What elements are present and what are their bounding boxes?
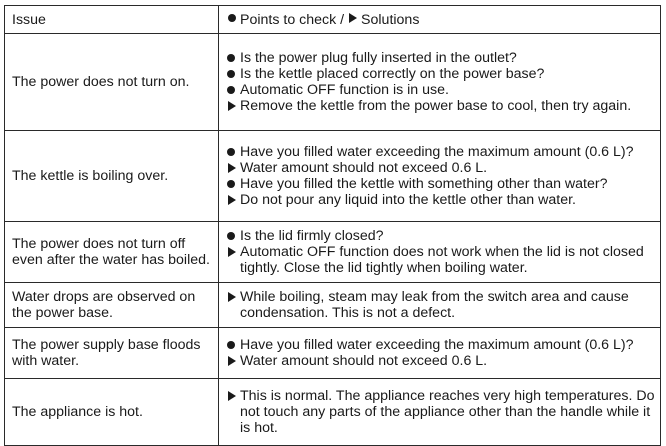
solution-text: Do not pour any liquid into the kettle other than water. [240, 192, 576, 208]
issue-column-header: Issue [5, 6, 219, 34]
table-row [5, 131, 661, 222]
arrow-icon [226, 160, 240, 176]
bullet-icon [226, 50, 240, 66]
bullet-icon [226, 82, 240, 98]
issue-cell: The power supply base floods with water. [5, 328, 219, 379]
arrow-icon [226, 192, 240, 208]
bullet-icon [226, 337, 240, 353]
solution-line [226, 289, 656, 321]
points-header-prefix: Points to check / [240, 12, 349, 28]
solution-line [226, 388, 656, 436]
solution-line [226, 337, 656, 353]
solution-text: While boiling, steam may leak from the switch area and cause condensation. This is not a defect. [240, 289, 629, 321]
solution-line [226, 244, 656, 276]
bullet-icon [226, 228, 240, 244]
solution-line [226, 144, 656, 160]
solution-line [226, 176, 656, 192]
bullet-icon [227, 11, 240, 25]
table-row [5, 283, 661, 328]
header-row [5, 6, 661, 34]
arrow-icon [226, 353, 240, 369]
solution-cell [219, 328, 661, 379]
arrow-icon [226, 388, 240, 404]
solution-line [226, 50, 656, 66]
arrow-icon [226, 98, 240, 114]
arrow-icon [226, 244, 240, 260]
issue-cell: Water drops are observed on the power base. [5, 283, 219, 328]
issue-cell: The kettle is boiling over. [5, 131, 219, 222]
points-column-header [219, 6, 661, 34]
arrow-icon [226, 289, 240, 305]
solution-text: Automatic OFF function does not work when the lid is not closed tightly. Close the lid tightly when boiling water. [240, 244, 644, 276]
issue-cell: The power does not turn on. [5, 34, 219, 131]
solution-text: Water amount should not exceed 0.6 L. [240, 160, 488, 176]
table-row [5, 222, 661, 283]
solution-text: Water amount should not exceed 0.6 L. [240, 353, 488, 369]
solution-text: This is normal. The appliance reaches very high temperatures. Do not touch any parts of the appliance other than the handle while it is hot. [240, 388, 655, 436]
solution-text: Remove the kettle from the power base to cool, then try again. [240, 98, 632, 114]
solution-line [226, 160, 656, 176]
solution-text: Is the kettle placed correctly on the power base? [240, 66, 545, 82]
solution-line [226, 353, 656, 369]
solution-text: Is the lid firmly closed? [240, 228, 384, 244]
points-header-suffix: Solutions [361, 12, 420, 28]
solution-cell [219, 34, 661, 131]
bullet-icon [226, 66, 240, 82]
solution-line [226, 66, 656, 82]
solution-text: Have you filled the kettle with something other than water? [240, 176, 608, 192]
solution-text: Is the power plug fully inserted in the outlet? [240, 50, 517, 66]
table-row [5, 34, 661, 131]
solution-cell [219, 283, 661, 328]
table-row [5, 379, 661, 446]
solution-line [226, 228, 656, 244]
table-row [5, 328, 661, 379]
arrow-icon [348, 11, 361, 25]
solution-text: Have you filled water exceeding the maximum amount (0.6 L)? [240, 337, 634, 353]
bullet-icon [226, 144, 240, 160]
solution-line [226, 98, 656, 114]
solution-line [226, 192, 656, 208]
solution-line [226, 82, 656, 98]
solution-text: Have you filled water exceeding the maximum amount (0.6 L)? [240, 144, 634, 160]
solution-text: Automatic OFF function is in use. [240, 82, 449, 98]
issue-cell: The power does not turn off even after the water has boiled. [5, 222, 219, 283]
solution-cell [219, 379, 661, 446]
solution-cell [219, 131, 661, 222]
issue-cell: The appliance is hot. [5, 379, 219, 446]
bullet-icon [226, 176, 240, 192]
troubleshooting-table [4, 5, 661, 446]
solution-cell [219, 222, 661, 283]
